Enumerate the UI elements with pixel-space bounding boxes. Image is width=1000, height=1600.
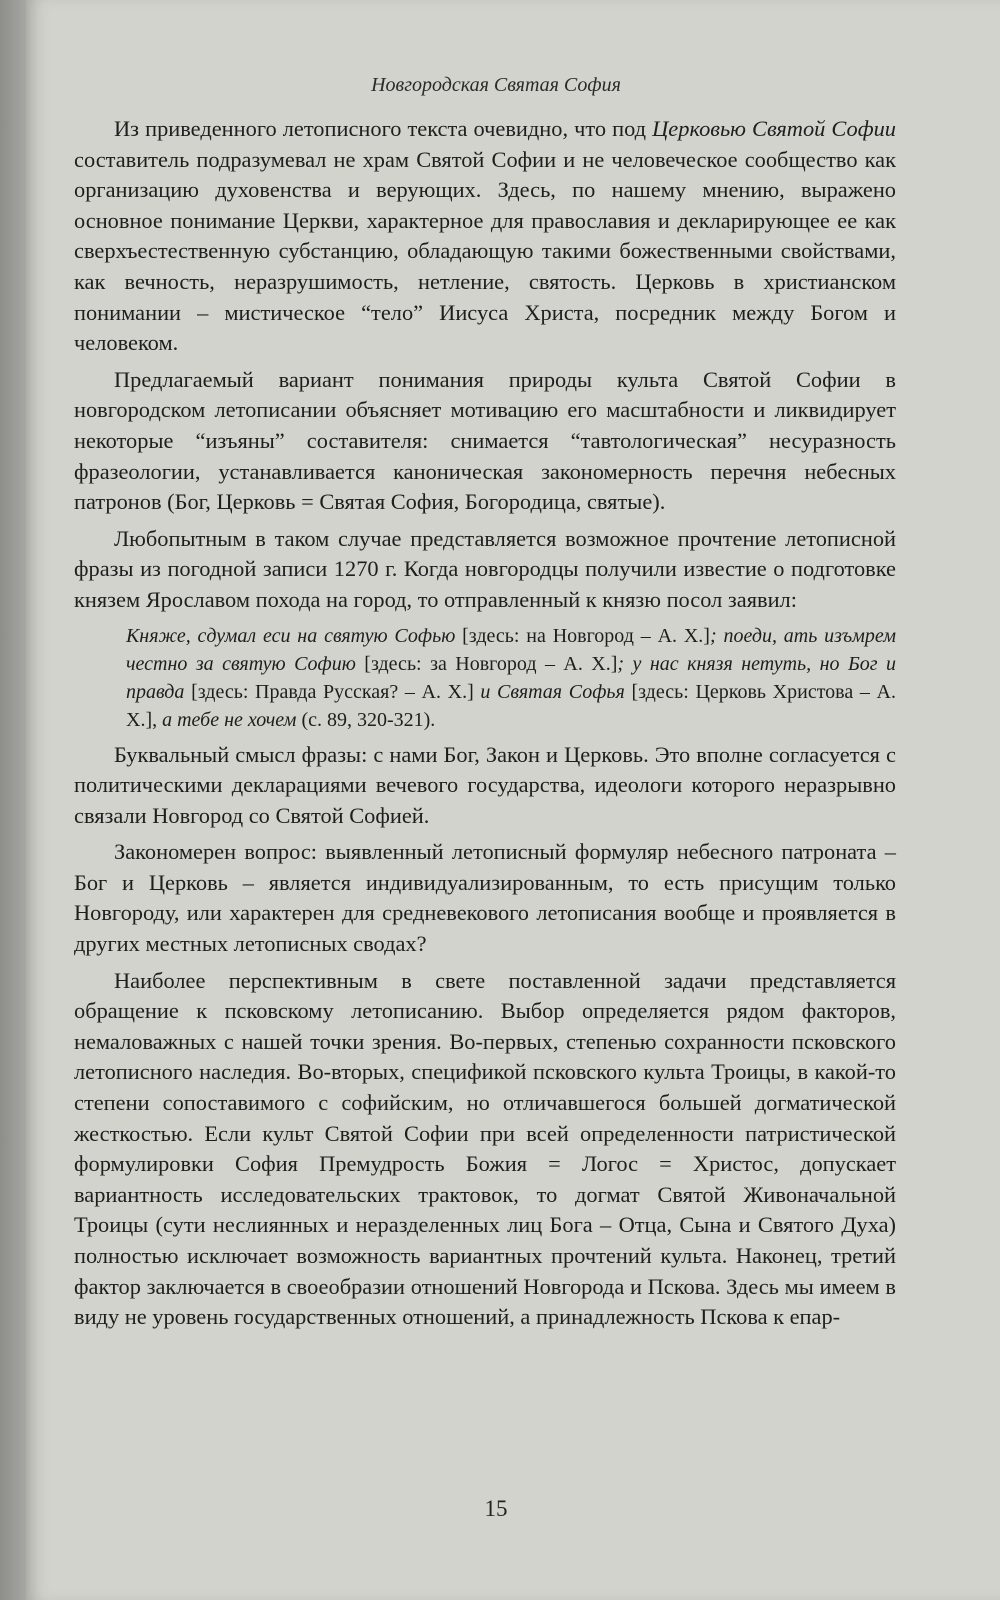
- italic-text: а тебе не хочем: [162, 708, 297, 731]
- text-run: Закономерен вопрос: выявленный летописный формуляр небесного патроната – Бог и Церковь – является индивидуализированным, то есть присущим только Новгороду, или характерен для средневекового летописания вообще и проявляется в других местных летописных сводах?: [74, 839, 896, 957]
- text-run: Наиболее перспективным в свете поставленной задачи представляется обращение к псковскому летописанию. Выбор определяется рядом факторов, немаловажных с нашей точки зрения. Во-первых, степенью сохранности псковского летописного наследия. Во-вторых, спецификой псковского культа Троицы, в какой-то степени сопоставимого с софийским, но отличавшегося большей догматической жесткостью. Если культ Святой Софии при всей определенности патристической формулировки София Премудрость Божия = Логос = Христос, допускает вариантность исследовательских трактовок, то догмат Святой Живоначальной Троицы (сути неслиянных и неразделенных лиц Бога – Отца, Сына и Святого Духа) полностью исключает возможность вариантных прочтений культа. Наконец, третий фактор заключается в своеобразии отношений Новгорода и Пскова. Здесь мы имеем в виду не уровень государственных отношений, а принадлежность Пскова к епар-: [74, 967, 896, 1330]
- italic-text: и Святая Софья: [480, 680, 625, 703]
- book-page: [26, 0, 1000, 1600]
- text-run: [здесь: Церковь Христова – А. Х.],: [126, 680, 896, 731]
- text-run: (с. 89, 320-321).: [296, 708, 436, 731]
- paragraph: [74, 837, 896, 959]
- text-run: Предлагаемый вариант понимания природы культа Святой Софии в новгородском летописании объясняет мотивацию его масштабности и ликвидирует некоторые “изъяны” составителя: снимается “тавтологическая” несуразность фразеологии, устанавливается каноническая закономерность перечня небесных патронов (Бог, Церковь = Святая София, Богородица, святые).: [74, 366, 896, 515]
- paragraph: [74, 365, 896, 518]
- italic-text: Церковью Святой Софии: [652, 116, 896, 141]
- block-quote: [126, 622, 896, 734]
- paragraph: [74, 966, 896, 1333]
- italic-text: ; поеди, ать изъмрем честно за святую Софию: [126, 624, 897, 675]
- paragraph: [74, 114, 896, 359]
- text-run: Любопытным в таком случае представляется возможное прочтение летописной фразы из погодной записи 1270 г. Когда новгородцы получили известие о подготовке князем Ярославом похода на город, то отправленный к князю посол заявил:: [74, 525, 896, 612]
- text-run: Буквальный смысл фразы: с нами Бог, Закон и Церковь. Это вполне согласуется с политическими декларациями вечевого государства, идеологи которого неразрывно связали Новгород со Святой Софией.: [74, 741, 896, 828]
- text-run: [здесь: Правда Русская? – А. Х.]: [184, 680, 481, 703]
- paragraph: [74, 740, 896, 832]
- running-header: Новгородская Святая София: [371, 74, 621, 96]
- body-text: [74, 114, 896, 1339]
- book-gutter: [0, 0, 26, 1600]
- text-run: [здесь: на Новгород – А. Х.]: [455, 624, 710, 647]
- page-number: 15: [484, 1496, 508, 1521]
- italic-text: ; у нас князя нетуть, но Бог и правда: [126, 652, 897, 703]
- text-run: Из приведенного летописного текста очевидно, что под: [114, 116, 653, 141]
- paragraph: [74, 524, 896, 616]
- text-run: [здесь: за Новгород – А. Х.]: [355, 652, 618, 675]
- italic-text: Княже, сдумал еси на святую Софью: [126, 624, 456, 647]
- text-run: составитель подразумевал не храм Святой Софии и не человеческое сообщество как организацию духовенства и верующих. Здесь, по нашему мнению, выражено основное понимание Церкви, характерное для православия и декларирующее ее как сверхъестественную субстанцию, обладающую такими божественными свойствами, как вечность, неразрушимость, нетление, святость. Церковь в христианском понимании – мистическое “тело” Иисуса Христа, посредник между Богом и человеком.: [74, 146, 896, 356]
